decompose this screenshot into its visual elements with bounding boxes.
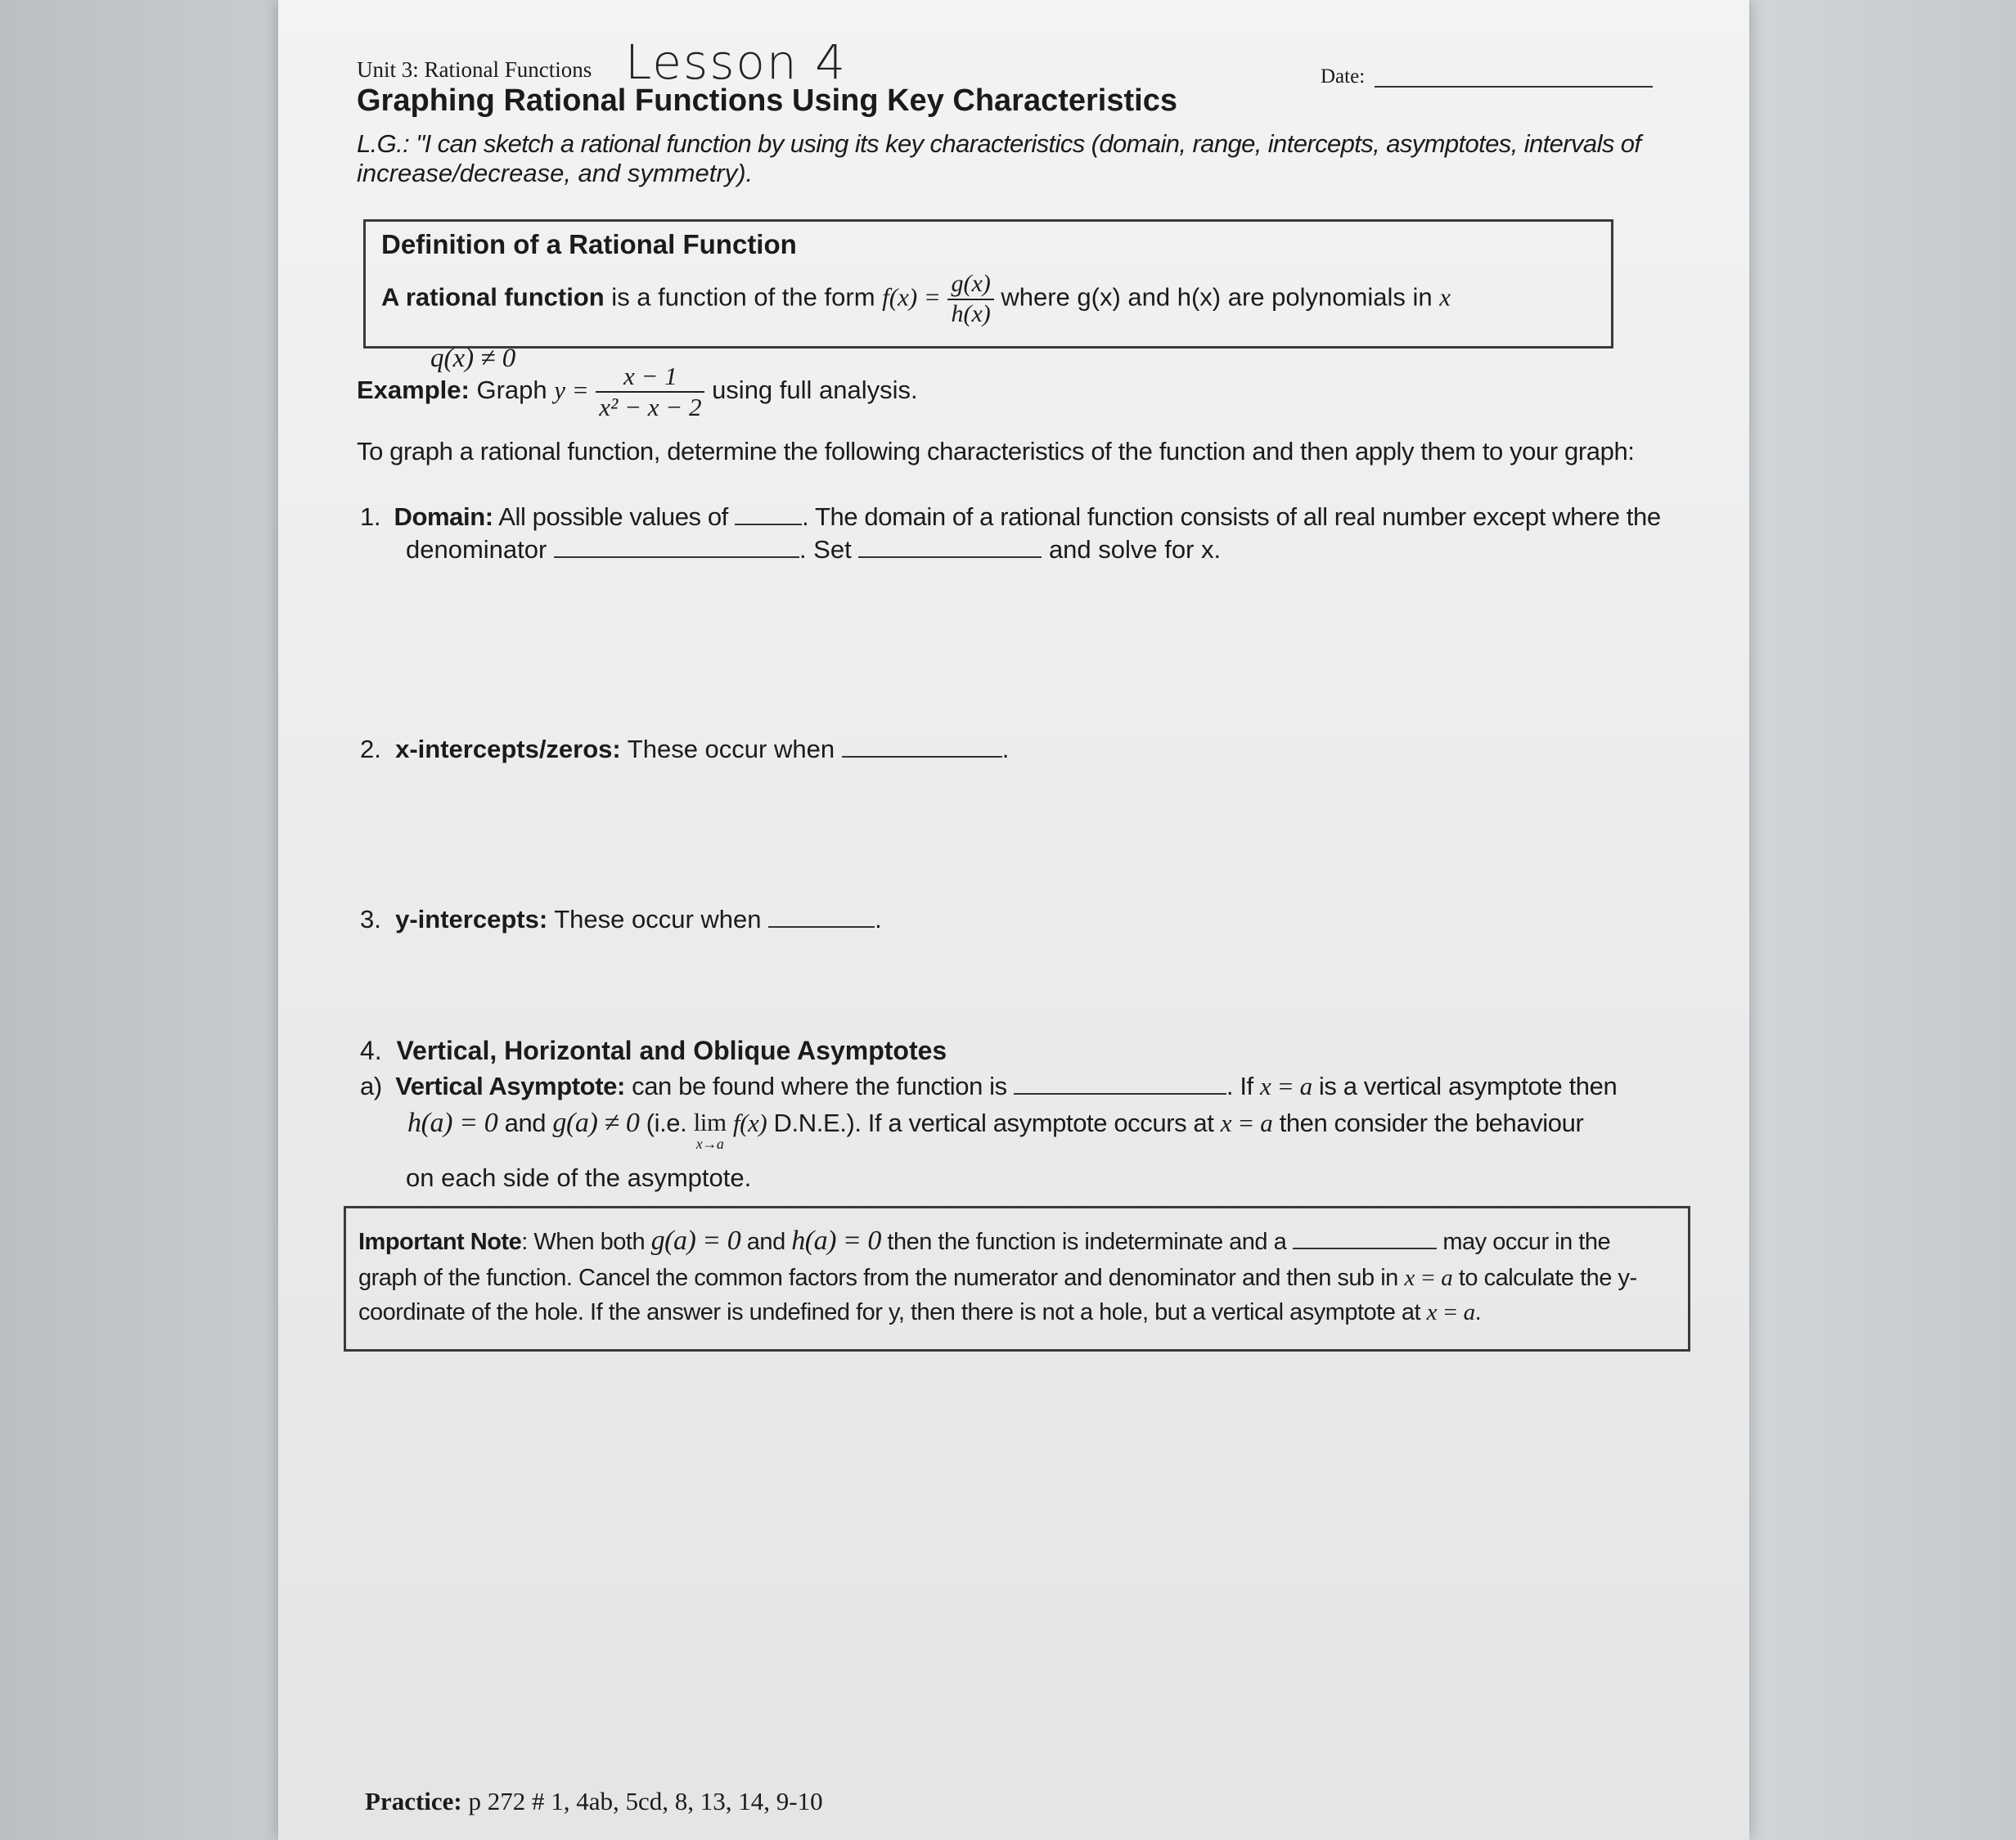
domain-blank-2[interactable]: [554, 556, 799, 558]
item-y-intercepts: 3. y-intercepts: These occur when .: [360, 905, 882, 933]
note-line2: graph of the function. Cancel the common factors from the numerator and denominator and then sub in x = a to calculate the y-: [358, 1265, 1637, 1291]
practice-line: Practice: p 272 # 1, 4ab, 5cd, 8, 13, 14, 9-10: [365, 1787, 823, 1815]
vertical-asymptote-blank[interactable]: [1014, 1093, 1226, 1095]
definition-heading: Definition of a Rational Function: [381, 229, 797, 259]
item-domain-line1: 1. Domain: All possible values of . The domain of a rational function consists of all real number except where the: [360, 502, 1661, 531]
instructions: To graph a rational function, determine the following characteristics of the function and then apply them to your graph:: [357, 437, 1635, 466]
date-label: Date:: [1321, 65, 1366, 88]
desk-background-right: [1746, 0, 2016, 1840]
note-line1: Important Note: When both g(a) = 0 and h(a) = 0 then the function is indeterminate and a may occur in the: [358, 1226, 1611, 1256]
vertical-asymptote-line2: h(a) = 0 and g(a) ≠ 0 (i.e. lim x→a f(x) D.N.E.). If a vertical asymptote occurs at x = a then consider the behaviour: [407, 1108, 1584, 1152]
vertical-asymptote-line1: a) Vertical Asymptote: can be found where the function is . If x = a is a vertical asymptote then: [360, 1072, 1618, 1100]
desk-background-left: [0, 0, 278, 1840]
limit-notation: lim x→a: [693, 1108, 727, 1152]
worksheet-page: [278, 0, 1749, 1840]
domain-blank-3[interactable]: [858, 556, 1042, 558]
learning-goal-line2: increase/decrease, and symmetry).: [357, 159, 754, 187]
x-intercepts-blank[interactable]: [842, 756, 1002, 758]
example-fraction: $\frac{x - 1}{\text{x² − x − 2}}$: [596, 362, 704, 421]
date-blank[interactable]: [1375, 86, 1653, 88]
domain-blank-1[interactable]: [735, 524, 802, 525]
denominator-condition: q(x) ≠ 0: [430, 344, 516, 373]
definition-term: A rational function: [381, 282, 605, 312]
fx-expression: f(x) =: [882, 282, 941, 312]
learning-goal-line1: L.G.: "I can sketch a rational function by using its key characteristics (domain, range, intercepts, asymptotes, intervals of: [357, 129, 1641, 158]
example-line: Example: Graph y = $\frac{x - 1}{\text{x² − x − 2}}$ using full analysis.: [357, 362, 918, 421]
definition-fraction: $\frac{g(x)}{h(x)}$: [947, 270, 993, 328]
item-domain-line2: denominator . Set and solve for x.: [406, 535, 1222, 564]
note-blank[interactable]: [1293, 1248, 1437, 1249]
definition-text: A rational function is a function of the form f(x) = $\frac{g(x)}{h(x)}$ where g(x) and h(x) are polynomials in x: [381, 270, 1451, 327]
item-asymptotes-heading: 4. Vertical, Horizontal and Oblique Asymptotes: [360, 1036, 947, 1065]
page-title: Graphing Rational Functions Using Key Characteristics: [357, 83, 1177, 118]
y-intercepts-blank[interactable]: [768, 926, 875, 928]
note-line3: coordinate of the hole. If the answer is undefined for y, then there is not a hole, but a vertical asymptote at x = a.: [358, 1299, 1482, 1325]
unit-label: Unit 3: Rational Functions: [357, 57, 592, 82]
item-x-intercepts: 2. x-intercepts/zeros: These occur when .: [360, 735, 1010, 763]
vertical-asymptote-line3: on each side of the asymptote.: [406, 1163, 752, 1192]
lesson-handwritten: Lesson 4: [625, 34, 847, 90]
